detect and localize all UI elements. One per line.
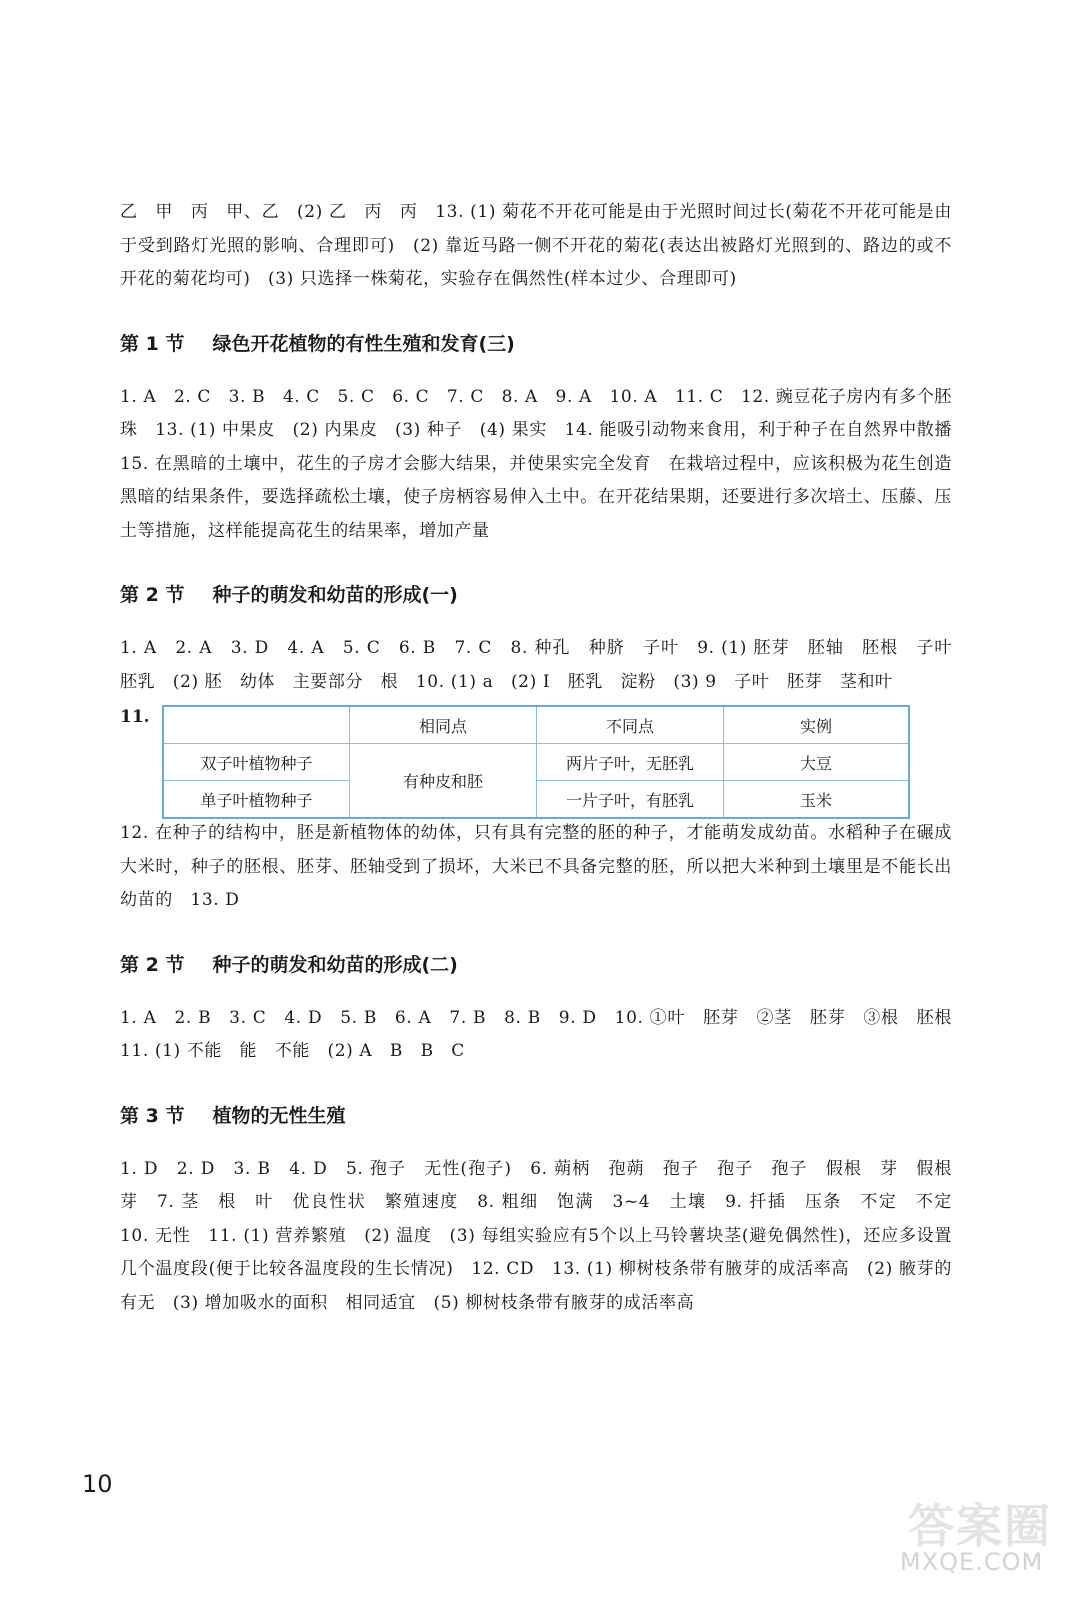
section-heading [120,578,952,612]
table-cell: 单子叶植物种子 [163,781,350,819]
seed-comparison-table [162,705,910,819]
table-cell: 大豆 [724,744,910,781]
question-number: 11. [120,707,150,727]
table-cell-common: 有种皮和胚 [350,744,537,819]
watermark-logo: 答案圈 [908,1499,1052,1553]
table-header-cell: 不同点 [537,706,724,744]
section-heading [120,948,952,982]
table-cell: 玉米 [724,781,910,819]
section-number: 第 1 节 [120,332,185,355]
seed-comparison-block [120,705,952,817]
section-number: 第 3 节 [120,1104,185,1127]
continued-answers: 乙 甲 丙 甲、乙 (2) 乙 丙 丙 13. (1) 菊花不开花可能是由于光照时间过长(菊花不开花可能是由于受到路灯光照的影响、合理即可) (2) 靠近马路一侧不开花的菊花(表达出被路灯光照到的、路边的或不开花的菊花均可) (3) 只选择一株菊花，实验存在偶然性(样本过少、合理即可) [120,202,952,289]
watermark [890,1490,1060,1580]
section-heading [120,1099,952,1133]
section-answers: 12. 在种子的结构中，胚是新植物体的幼体，只有具有完整的胚的种子，才能萌发成幼苗。水稻种子在碾成大米时，种子的胚根、胚芽、胚轴受到了损坏，大米已不具备完整的胚，所以把大米种到土壤里是不能长出幼苗的 13. D [120,823,952,910]
section-heading [120,327,952,361]
section-title: 植物的无性生殖 [212,1104,346,1127]
table-row [163,744,909,781]
section-title: 种子的萌发和幼苗的形成(二) [212,953,458,976]
table-header-row [163,706,909,744]
section-title: 绿色开花植物的有性生殖和发育(三) [212,332,515,355]
table-cell: 两片子叶，无胚乳 [537,744,724,781]
section-number: 第 2 节 [120,584,185,606]
table-header-cell: 实例 [724,706,910,744]
table-header-cell: 相同点 [350,706,537,744]
section-title: 种子的萌发和幼苗的形成(一) [212,584,458,606]
section-number: 第 2 节 [120,953,185,976]
table-cell: 一片子叶，有胚乳 [537,781,724,819]
answer-page-content [120,196,970,1320]
table-header-cell [163,706,350,744]
table-row [163,781,909,819]
watermark-site: MXQE.COM [900,1548,1044,1576]
page-number: 10 [82,1470,113,1498]
section-answers: 1. D 2. D 3. B 4. D 5. 孢子 无性(孢子) 6. 蒴柄 孢蒴 孢子 孢子 孢子 假根 芽 假根 芽 7. 茎 根 叶 优良性状 繁殖速度 8. 粗细 饱满 3~4 土壤 9. 扦插 压条 不定 不定 10. 无性 11. (1) 营养繁殖 (2) 温度 (3) 每组实验应有5个以上马铃薯块茎(避免偶然性)，还应多设置几个温度段(便于比较各温度段的生长情况) 12. CD 13. (1) 柳树枝条带有腋芽的成活率高 (2) 腋芽的有无 (3) 增加吸水的面积 相同适宜 (5) 柳树枝条带有腋芽的成活率高 [120,1158,970,1313]
section-answers: 1. A 2. B 3. C 4. D 5. B 6. A 7. B 8. B 9. D 10. ①叶 胚芽 ②茎 胚芽 ③根 胚根 11. (1) 不能 能 不能 (2) A B B C [120,1007,970,1061]
table-cell: 双子叶植物种子 [163,744,350,781]
section-answers: 1. A 2. A 3. D 4. A 5. C 6. B 7. C 8. 种孔 种脐 子叶 9. (1) 胚芽 胚轴 胚根 子叶 胚乳 (2) 胚 幼体 主要部分 根 10. (1) a (2) I 胚乳 淀粉 (3) 9 子叶 胚芽 茎和叶 [120,638,970,692]
section-answers: 1. A 2. C 3. B 4. C 5. C 6. C 7. C 8. A 9. A 10. A 11. C 12. 豌豆花子房内有多个胚珠 13. (1) 中果皮 (2) 内果皮 (3) 种子 (4) 果实 14. 能吸引动物来食用，利于种子在自然界中散播 15. 在黑暗的土壤中，花生的子房才会膨大结果，并使果实完全发育 在栽培过程中，应该积极为花生创造黑暗的结果条件，要选择疏松土壤，使子房柄容易伸入土中。在开花结果期，还要进行多次培土、压藤、压土等措施，这样能提高花生的结果率，增加产量 [120,386,970,541]
